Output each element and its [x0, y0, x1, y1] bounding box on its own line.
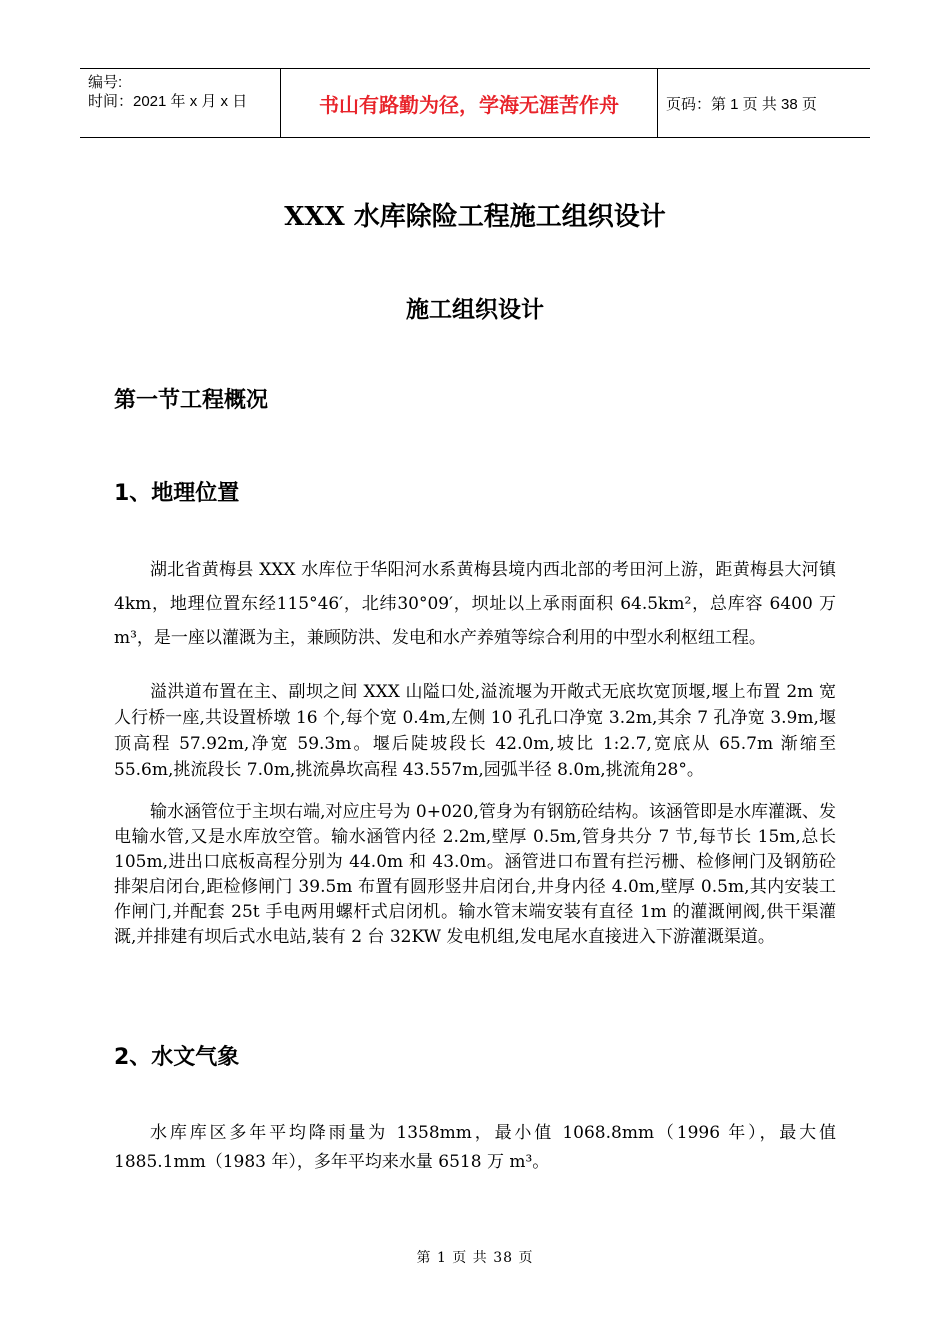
subsection-heading-hydrology: 2、水文气象 [114, 1045, 240, 1070]
paragraph-hydrology: 水库库区多年平均降雨量为 1358mm，最小值 1068.8mm（1996 年），最大值 1885.1mm（1983 年），多年平均来水量 6518 万 m³。 [114, 1123, 836, 1172]
number-label: 编号: [88, 74, 123, 91]
paragraph-location: 湖北省黄梅县 XXX 水库位于华阳河水系黄梅县境内西北部的考田河上游，距黄梅县大河镇 4km，地理位置东经115°46′，北纬30°09′，坝址以上承雨面积 64.5km²，总库容 6400 万 m³，是一座以灌溉为主，兼顾防洪、发电和水产养殖等综合利用的中型水利枢纽工程。 [114, 560, 836, 648]
paragraph-culvert: 输水涵管位于主坝右端,对应庄号为 0+020,管身为有钢筋砼结构。该涵管即是水库灌溉、发电输水管,又是水库放空管。输水涵管内径 2.2m,壁厚 0.5m,管身共分 7 节,每节长 15m,总长 105m,进出口底板高程分别为 44.0m 和 43.0m。涵管进口布置有拦污栅、检修闸门及钢筋砼排架启闭台,距检修闸门 39.5m 布置有圆形竖井启闭台,井身内径 4.0m,壁厚 0.5m,其内安装工作闸门,并配套 25t 手电两用螺杆式启闭机。输水管末端安装有直径 1m 的灌溉闸阀,供干渠灌溉,并排建有坝后式水电站,装有 2 台 32KW 发电机组,发电尾水直接进入下游灌溉渠道。 [114, 802, 836, 947]
section-heading: 第一节工程概况 [114, 388, 269, 413]
date-line: 时间：2021 年 x 月 x 日 [88, 93, 248, 110]
page-footer: 第 1 页 共 38 页 [416, 1250, 534, 1266]
header-page-info: 页码：第 1 页 共 38 页 [666, 95, 817, 113]
document-subtitle: 施工组织设计 [406, 296, 544, 323]
page-header [80, 68, 870, 138]
paragraph-spillway: 溢洪道布置在主、副坝之间 XXX 山隘口处,溢流堰为开敞式无底坎宽顶堰,堰上布置 2m 宽人行桥一座,共设置桥墩 16 个,每个宽 0.4m,左侧 10 孔孔口净宽 3.2m,其余 7 孔净宽 3.9m,堰顶高程 57.92m,净宽 59.3m。堰后陡坡段长 42.0m,坡比 1:2.7,宽底从 65.7m 渐缩至 55.6m,挑流段长 7.0m,挑流鼻坎高程 43.557m,园弧半径 8.0m,挑流角28°。 [114, 682, 836, 780]
subsection-heading-location: 1、地理位置 [114, 481, 240, 506]
header-meta [80, 69, 281, 137]
document-title: XXX 水库除险工程施工组织设计 [284, 202, 666, 232]
header-motto: 书山有路勤为径，学海无涯苦作舟 [281, 69, 658, 137]
